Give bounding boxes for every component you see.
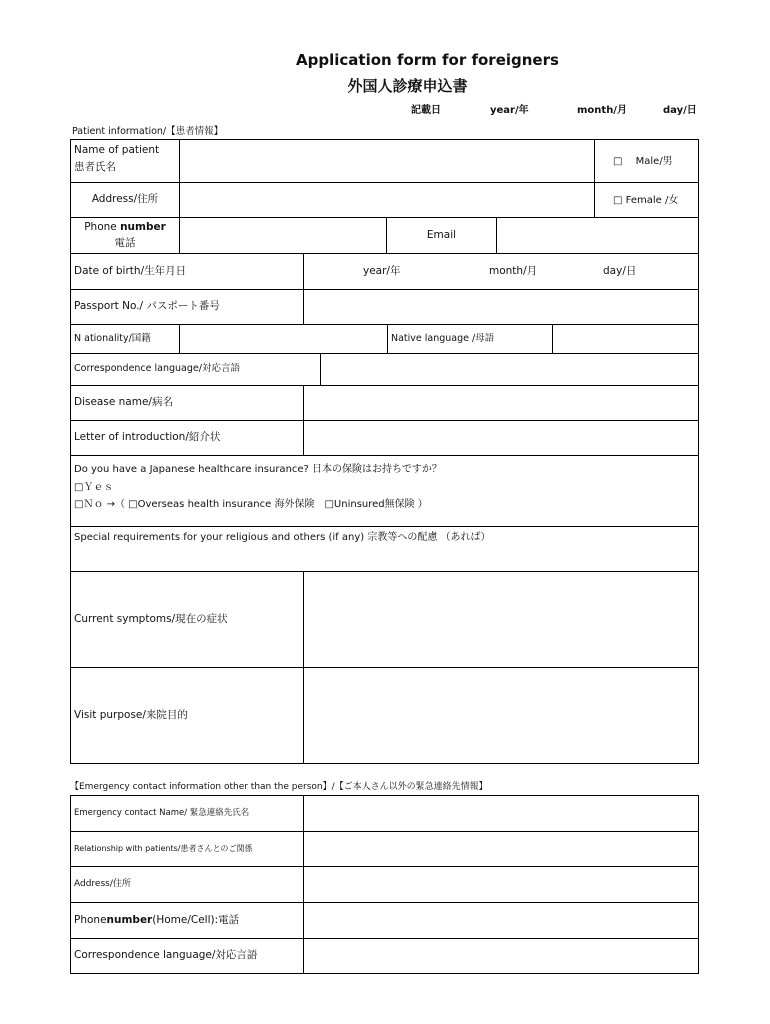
emergency-address-label: Address/住所 [70,866,304,903]
disease-name-label: Disease name/病名 [70,385,304,421]
disease-name-input[interactable] [303,385,699,421]
phone-label-bold: number [120,221,166,233]
dob-input[interactable] [303,253,699,290]
address-input[interactable] [179,182,595,218]
emergency-correspondence-label: Correspondence language/対応言語 [70,938,304,974]
male-checkbox[interactable]: □ Male/男 [594,139,699,183]
emergency-name-label: Emergency contact Name/ 緊急連絡先氏名 [70,795,304,832]
emergency-phone-input[interactable] [303,902,699,939]
name-label-ja: 患者氏名 [74,160,116,173]
date-label: 記載日 [411,105,441,116]
phone-label-pre: Phone [84,221,121,233]
name-label-cell [70,139,180,183]
emergency-correspondence-input[interactable] [303,938,699,974]
passport-input[interactable] [303,289,699,325]
phone-label-cell [70,217,180,254]
native-language-label: Native language /母語 [387,324,553,354]
phone-label-ja: 電話 [114,237,136,250]
email-input[interactable] [496,217,699,254]
special-requirements-label: Special requirements for your religious and others (if any) 宗教等への配慮 （あれば） [74,532,491,543]
dob-month-label: month/月 [489,265,538,277]
dob-label: Date of birth/生年月日 [70,253,304,290]
female-checkbox[interactable]: □ Female /女 [594,182,699,218]
insurance-question: Do you have a Japanese healthcare insurance? 日本の保険はお持ちですか？ [74,464,442,475]
insurance-yes-checkbox[interactable]: □Ｙｅｓ [74,481,114,493]
emergency-phone-label-post: (Home/Cell):電話 [152,913,240,926]
visit-purpose-label: Visit purpose/来院目的 [70,667,304,764]
insurance-no-checkbox[interactable]: □Ｎｏ →（ □Overseas health insurance 海外保険 □Uninsured無保険 ） [74,499,428,510]
emergency-section-label: 【Emergency contact information other than the person】/【ご本人さん以外の緊急連絡先情報】 [70,782,488,792]
nationality-label: N ationality/国籍 [70,324,180,354]
visit-purpose-input[interactable] [303,667,699,764]
relationship-input[interactable] [303,831,699,867]
emergency-name-input[interactable] [303,795,699,832]
current-symptoms-input[interactable] [303,571,699,668]
letter-of-introduction-label: Letter of introduction/紹介状 [70,420,304,456]
correspondence-language-label: Correspondence language/対応言語 [70,353,321,386]
letter-of-introduction-input[interactable] [303,420,699,456]
name-label-en: Name of patient [74,144,160,156]
passport-label: Passport No./ パスポート番号 [70,289,304,325]
correspondence-language-input[interactable] [320,353,699,386]
emergency-address-input[interactable] [303,866,699,903]
dob-year-label: year/年 [363,265,401,277]
dob-day-label: day/日 [603,265,637,277]
current-symptoms-label: Current symptoms/現在の症状 [70,571,304,668]
patient-section-label: Patient information/【患者情報】 [72,126,224,137]
special-requirements-input[interactable] [70,526,699,572]
date-day-label: day/日 [663,105,697,116]
date-year-label: year/年 [490,105,529,116]
emergency-phone-label [70,902,304,939]
name-input[interactable] [179,139,595,183]
form-subtitle: 外国人診療申込書 [347,77,468,95]
emergency-phone-label-bold: number [106,913,153,926]
email-label: Email [386,217,497,254]
phone-input[interactable] [179,217,387,254]
relationship-label: Relationship with patients/患者さんとのご関係 [70,831,304,867]
nationality-input[interactable] [179,324,388,354]
address-label: Address/住所 [70,182,180,218]
native-language-input[interactable] [552,324,699,354]
insurance-cell [70,455,699,527]
date-month-label: month/月 [577,105,627,116]
emergency-phone-label-pre: Phone [74,913,107,926]
form-title: Application form for foreigners [296,51,559,69]
